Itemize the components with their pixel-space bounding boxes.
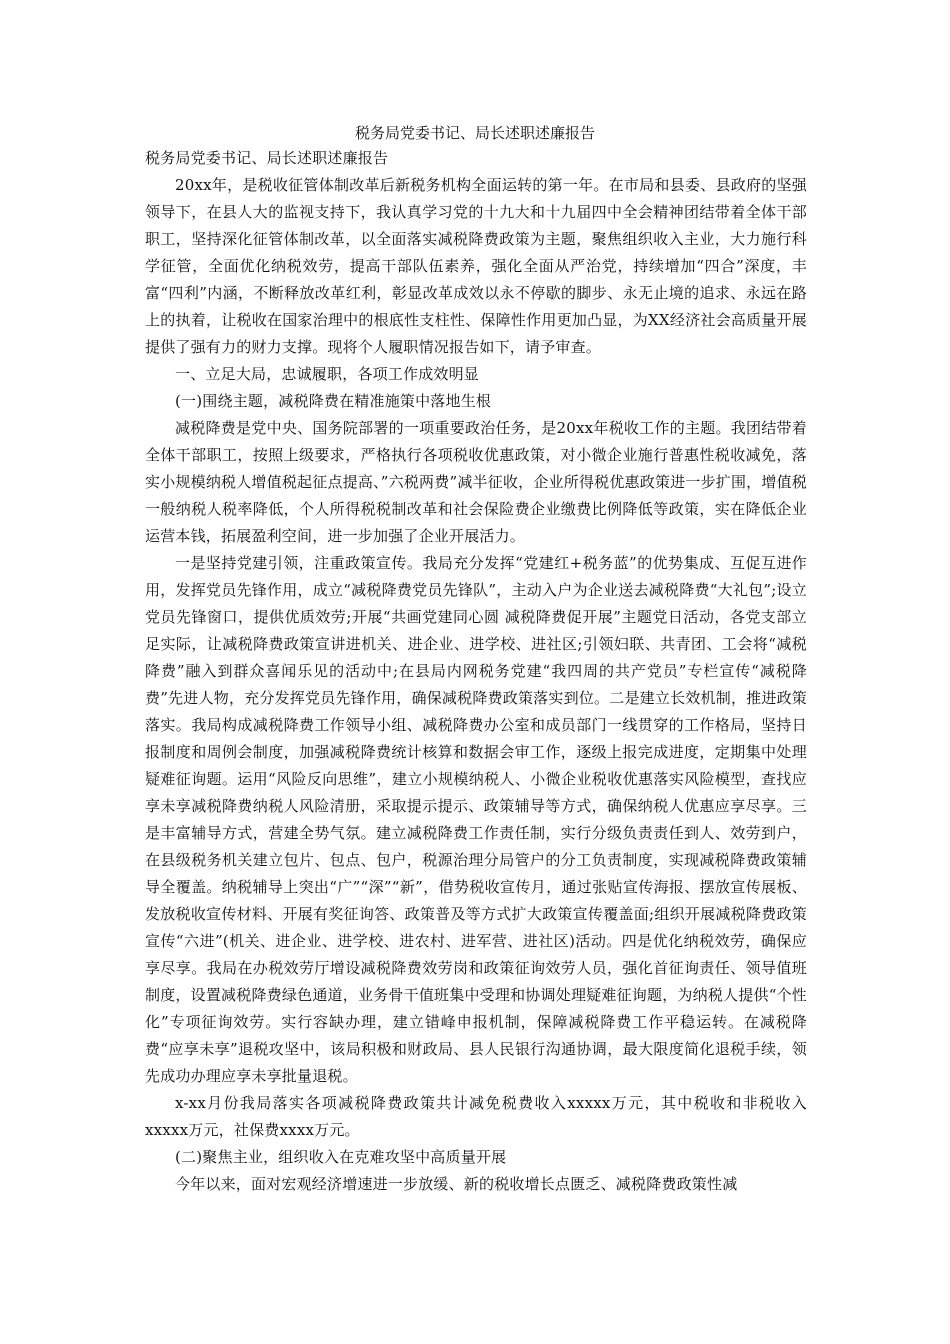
intro-paragraph: 20xx年，是税收征管体制改革后新税务机构全面运转的第一年。在市局和县委、县政府的坚强领导下，在县人大的监视支持下，我认真学习党的十九大和十九届四中全会精神团结带着全体干部职工，坚持深化征管体制改革，以全面落实减税降费政策为主题，聚焦组织收入主业，大力施行科学征管，全面优化纳税效劳，提高干部队伍素养，强化全面从严治党，持续增加“四合”深度，丰富“四利”内涵，不断释放改革红利，彰显改革成效以永不停歇的脚步、永无止境的追求、永远在路上的执着，让税收在国家治理中的根底性支柱性、保障性作用更加凸显，为XX经济社会高质量开展提供了强有力的财力支撑。现将个人履职情况报告如下，请予审查。 (145, 176, 807, 356)
subsection-heading-1: (一)围绕主题，减税降费在精准施策中落地生根 (175, 392, 492, 410)
body-paragraph: 一是坚持党建引领，注重政策宣传。我局充分发挥“党建红+税务蓝”的优势集成、互促互进作用，发挥党员先锋作用，成立“减税降费党员先锋队”，主动入户为企业送去减税降费“大礼包”;设立党员先锋窗口，提供优质效劳;开展“共画党建同心圆 减税降费促开展”主题党日活动，各党支部立足实际，让减税降费政策宣讲进机关、进企业、进学校、进社区;引领妇联、共青团、工会将“减税降费”融入到群众喜闻乐见的活动中;在县局内网税务党建“我四周的共产党员”专栏宣传“减税降费”先进人物，充分发挥党员先锋作用，确保减税降费政策落实到位。二是建立长效机制，推进政策落实。我局构成减税降费工作领导小组、减税降费办公室和成员部门一线贯穿的工作格局，坚持日报制度和周例会制度，加强减税降费统计核算和数据会审工作，逐级上报完成进度，定期集中处理疑难征询题。运用“风险反向思维”，建立小规模纳税人、小微企业税收优惠落实风险模型，查找应享未享减税降费纳税人风险清册，采取提示提示、政策辅导等方式，确保纳税人优惠应享尽享。三是丰富辅导方式，营建全势气氛。建立减税降费工作责任制，实行分级负责责任到人、效劳到户，在县级税务机关建立包片、包点、包户，税源治理分局管户的分工负责制度，实现减税降费政策辅导全覆盖。纳税辅导上突出“广”“深”“新”，借势税收宣传月，通过张贴宣传海报、摆放宣传展板、发放税收宣传材料、开展有奖征询答、政策普及等方式扩大政策宣传覆盖面;组织开展减税降费政策宣传“六进”(机关、进企业、进学校、进农村、进军营、进社区)活动。四是优化纳税效劳，确保应享尽享。我局在办税效劳厅增设减税降费效劳岗和政策征询效劳人员，强化首征询责任、领导值班制度，设置减税降费绿色通道，业务骨干值班集中受理和协调处理疑难征询题，为纳税人提供“个性化”专项征询效劳。实行容缺办理，建立错峰申报机制，保障减税降费工作平稳运转。在减税降费“应享未享”退税攻坚中，该局积极和财政局、县人民银行沟通协调，最大限度简化退税手续，领先成功办理应享未享批量退税。 (145, 554, 807, 1085)
document-title: 税务局党委书记、局长述职述廉报告 (354, 124, 595, 142)
document-body (145, 145, 807, 1198)
body-paragraph: x-xx月份我局落实各项减税降费政策共计减免税费收入xxxxx万元，其中税收和非税收入xxxxx万元，社保费xxxx万元。 (145, 1094, 807, 1139)
section-heading-1: 一、立足大局，忠诚履职，各项工作成效明显 (175, 365, 480, 383)
body-paragraph: 减税降费是党中央、国务院部署的一项重要政治任务，是20xx年税收工作的主题。我团结带着全体干部职工，按照上级要求，严格执行各项税收优惠政策，对小微企业施行普惠性税收减免，落实小规模纳税人增值税起征点提高、”六税两费”减半征收，企业所得税优惠政策进一步扩围，增值税一般纳税人税率降低，个人所得税税制改革和社会保险费企业缴费比例降低等政策，实在降低企业运营本钱，拓展盈利空间，进一步加强了企业开展活力。 (145, 419, 807, 545)
subsection-heading-2: (二)聚焦主业，组织收入在克难攻坚中高质量开展 (175, 1148, 507, 1166)
document-heading-repeat: 税务局党委书记、局长述职述廉报告 (145, 149, 389, 167)
body-paragraph: 今年以来，面对宏观经济增速进一步放缓、新的税收增长点匮乏、减税降费政策性减 (175, 1175, 738, 1193)
